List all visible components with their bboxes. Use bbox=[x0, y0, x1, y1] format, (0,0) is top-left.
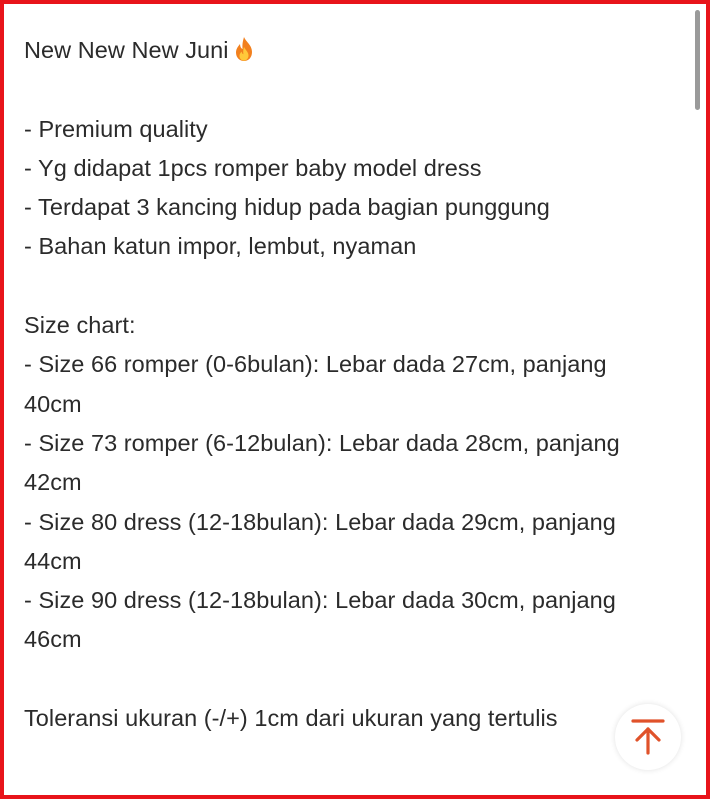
spacer bbox=[24, 660, 684, 699]
fire-icon bbox=[233, 36, 255, 62]
feature-line: - Bahan katun impor, lembut, nyaman bbox=[24, 233, 417, 260]
spacer bbox=[24, 267, 684, 306]
size-chart-line: - Size 66 romper (0-6bulan): Lebar dada 27cm, panjang bbox=[24, 351, 607, 378]
product-description bbox=[24, 31, 684, 738]
size-chart-line: 40cm bbox=[24, 390, 82, 417]
feature-line: - Yg didapat 1pcs romper baby model dress bbox=[24, 154, 482, 181]
size-chart-line: - Size 73 romper (6-12bulan): Lebar dada 28cm, panjang bbox=[24, 429, 620, 456]
description-title-line bbox=[24, 31, 684, 70]
back-to-top-button[interactable] bbox=[615, 704, 681, 770]
size-chart-line: 46cm bbox=[24, 626, 82, 653]
size-chart-heading: Size chart: bbox=[24, 312, 136, 339]
tolerance-note: Toleransi ukuran (-/+) 1cm dari ukuran yang tertulis bbox=[24, 705, 558, 732]
feature-line: - Premium quality bbox=[24, 115, 208, 142]
arrow-up-to-top-icon bbox=[630, 718, 666, 756]
size-chart-line: - Size 80 dress (12-18bulan): Lebar dada 29cm, panjang bbox=[24, 508, 616, 535]
feature-line: - Terdapat 3 kancing hidup pada bagian punggung bbox=[24, 194, 550, 221]
size-chart-line: 44cm bbox=[24, 547, 82, 574]
description-title: New New New Juni bbox=[24, 37, 229, 63]
scrollbar[interactable] bbox=[695, 10, 700, 110]
spacer bbox=[24, 70, 684, 109]
size-chart-line: - Size 90 dress (12-18bulan): Lebar dada 30cm, panjang bbox=[24, 587, 616, 614]
size-chart-line: 42cm bbox=[24, 469, 82, 496]
